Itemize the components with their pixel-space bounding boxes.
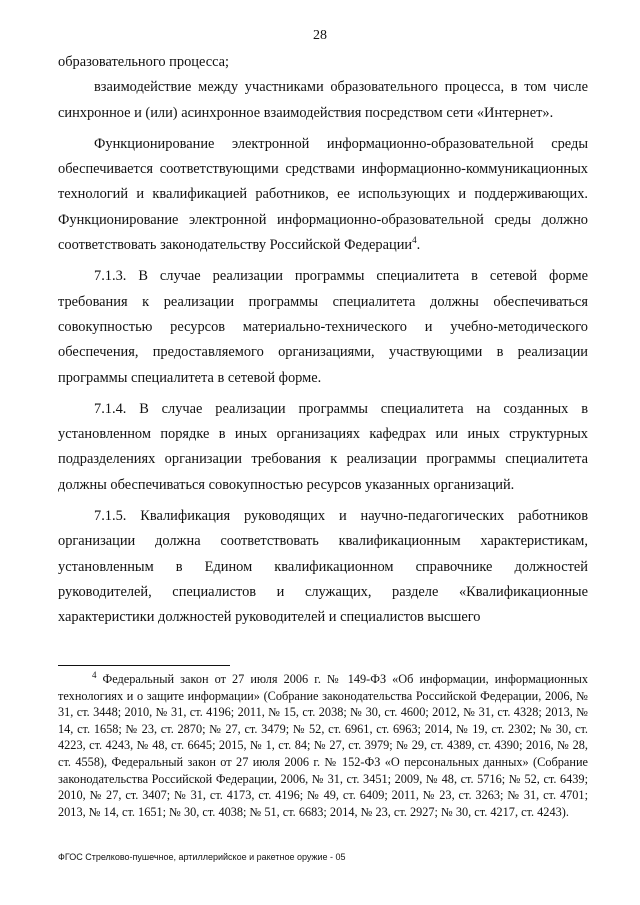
footnote-separator — [58, 665, 230, 666]
page-number: 28 — [313, 28, 327, 43]
footnote-number: 4 — [92, 669, 97, 680]
footnote-text: Федеральный закон от 27 июля 2006 г. № 149-ФЗ «Об информации, информационных технологиях и о защите информации» (Собрание законодательства Российской Федерации, 2006, № 31, ст. 3448; 2010, № 31, ст. 4196; 2011, № 15, ст. 2038; № 30, ст. 4600; 2012, № 31, ст. 4328; 2013, № 14, ст. 1658; № 23, ст. 2870; № 27, ст. 3479; № 52, ст. 6961, ст. 6963; 2014, № 19, ст. 2302; № 30, ст. 4223, ст. 4243, № 48, ст. 6645; 2015, № 1, ст. 84; № 27, ст. 3979; № 29, ст. 4389, ст. 4390; 2016, № 28, ст. 4558), Федеральный закон от 27 июля 2006 г. № 152-ФЗ «О персональных данных» (Собрание законодательства Российской Федерации, 2006, № 31, ст. 3451; 2009, № 48, ст. 5716; № 52, ст. 6439; 2010, № 27, ст. 3407; № 31, ст. 4173, ст. 4196; № 49, ст. 6409; 2011, № 23, ст. 3263; № 31, ст. 4701; 2013, № 14, ст. 1651; № 30, ст. 4038; № 51, ст. 6683; 2014, № 23, ст. 2927; № 30, ст. 4217, ст. 4243). — [58, 672, 588, 819]
paragraph-eios-end: . — [416, 237, 421, 254]
footnote-reference[interactable]: 4 — [412, 235, 417, 246]
paragraph-interaction: взаимодействие между участниками образовательного процесса, в том числе синхронное и (или) асинхронное взаимодействия посредством сети «Интернет». — [58, 79, 588, 121]
paragraph-continuation: образовательного процесса; — [58, 54, 230, 70]
paragraph-7-1-5: 7.1.5. Квалификация руководящих и научно-педагогических работников организации должна соответствовать квалификационным характеристикам, установленным в Едином квалификационном справочнике должностей руководителей, специалистов и служащих, разделе «Квалификационные характеристики должностей руководителей и специалистов высшего — [58, 508, 588, 626]
body-text — [58, 50, 588, 637]
paragraph-7-1-3: 7.1.3. В случае реализации программы специалитета в сетевой форме требования к реализации программы специалитета должны обеспечиваться совокупностью ресурсов материально-технического и учебно-методического обеспечения, предоставляемого организациями, участвующими в реализации программы специалитета в сетевой форме. — [58, 268, 588, 386]
paragraph-7-1-4: 7.1.4. В случае реализации программы специалитета на созданных в установленном порядке в иных организациях кафедрах или иных структурных подразделениях организации требования к реализации программы специалитета должны обеспечиваться совокупностью ресурсов указанных организаций. — [58, 400, 588, 493]
document-footer: ФГОС Стрелково-пушечное, артиллерийское и ракетное оружие - 05 — [58, 852, 346, 862]
footnote — [58, 671, 588, 820]
footnote-paragraph — [58, 671, 588, 820]
paragraph-eios-text: Функционирование электронной информационно-образовательной среды обеспечивается соответствующими средствами информационно-коммуникационных технологий и квалификацией работников, ее использующих и поддерживающих. Функционирование электронной информационно-образовательной среды должно соответствовать законодательству Российской Федерации — [58, 135, 588, 254]
paragraph-eios-functioning — [58, 132, 588, 258]
